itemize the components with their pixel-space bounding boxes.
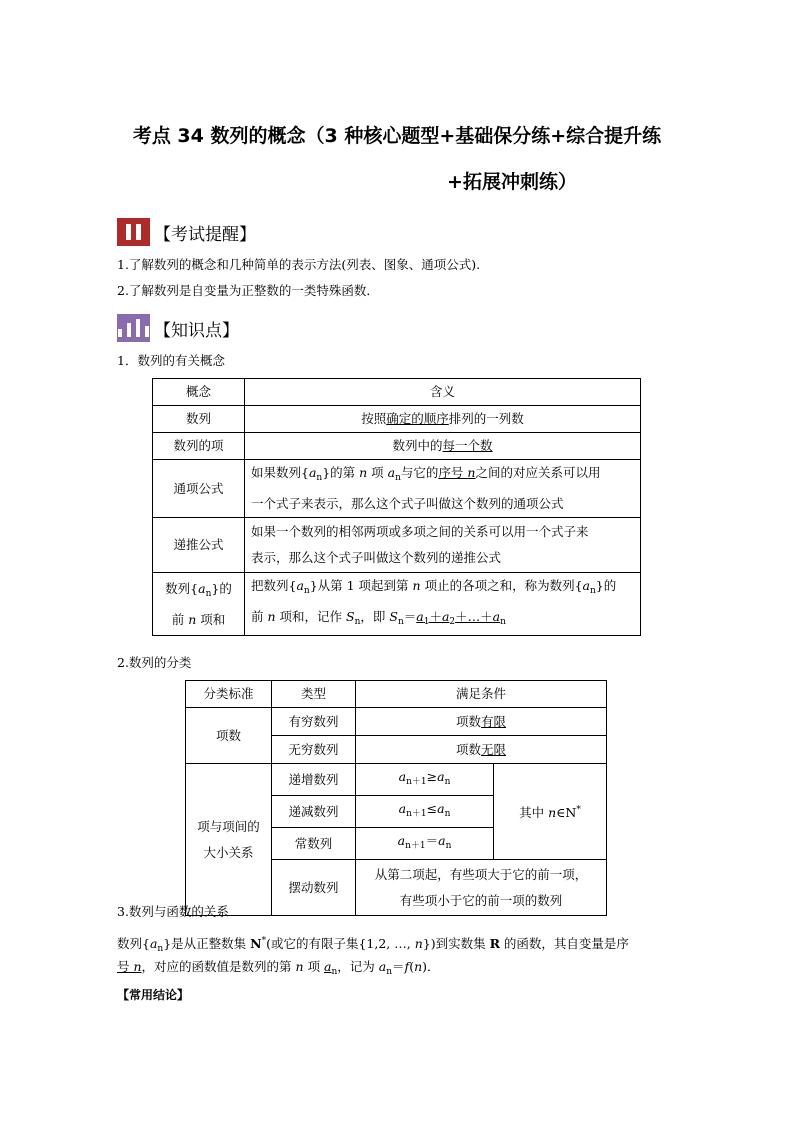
pause-bars-icon — [117, 218, 150, 246]
common-conclusions-heading: 【常用结论】 — [117, 988, 190, 1002]
table-header: 概念 — [153, 379, 245, 406]
reminder-item-1: 1.了解数列的概念和几种简单的表示方法(列表、图象、通项公式). — [117, 257, 481, 272]
title-line-2: +拓展冲刺练） — [447, 171, 577, 193]
table-cell: 其中 n∈N* — [494, 764, 607, 860]
table-cell: $a_{n+1}\ge a_n$ — [356, 764, 494, 796]
table-cell: 数列的项 — [153, 433, 245, 460]
table-cell: 无穷数列 — [272, 736, 356, 764]
table-header: 分类标准 — [186, 681, 272, 708]
table-cell: $a_{n+1}=a_n$ — [356, 828, 494, 860]
table-cell: 按照确定的顺序排列的一列数 — [245, 406, 641, 433]
table-cell: 递减数列 — [272, 796, 356, 828]
table-cell: 常数列 — [272, 828, 356, 860]
table-cell: $a_{n+1}\le a_n$ — [356, 796, 494, 828]
table-cell: 递增数列 — [272, 764, 356, 796]
bar-chart-icon — [117, 314, 150, 342]
exam-reminder-heading: 【考试提醒】 — [154, 224, 256, 245]
table-cell: 数列 — [153, 406, 245, 433]
table-cell: 摆动数列 — [272, 860, 356, 916]
concept-table — [152, 378, 641, 636]
table-row — [153, 460, 641, 518]
table-row — [153, 573, 641, 636]
table-cell: 有穷数列 — [272, 708, 356, 736]
table-row — [153, 433, 641, 460]
table-header: 含义 — [245, 379, 641, 406]
table-row — [153, 379, 641, 406]
table-header: 类型 — [272, 681, 356, 708]
table-cell: 如果一个数列的相邻两项或多项之间的关系可以用一个式子来 表示，那么这个式子叫做这个数列的递推公式 — [245, 518, 641, 573]
table-row — [153, 406, 641, 433]
table-row — [186, 681, 607, 708]
table-row — [186, 708, 607, 736]
subsection-3-title: 3.数列与函数的关系 — [117, 904, 229, 919]
table-row — [186, 764, 607, 796]
knowledge-banner — [117, 314, 239, 342]
function-relation-line-2: 号 n，对应的函数值是数列的第 n 项 $a_n$，记为 $a_n=f(n)$． — [117, 959, 440, 977]
table-cell: 项数无限 — [356, 736, 607, 764]
page-title — [100, 113, 694, 205]
table-cell: 项数 — [186, 708, 272, 764]
title-line-1: 考点 34 数列的概念（3 种核心题型+基础保分练+综合提升练 — [132, 125, 662, 147]
table-cell: 数列$\{a_n\}$的 前 n 项和 — [153, 573, 245, 636]
knowledge-heading: 【知识点】 — [154, 320, 239, 341]
table-cell: 项数有限 — [356, 708, 607, 736]
subsection-2-title: 2.数列的分类 — [117, 655, 192, 670]
table-cell: 如果数列$\{a_n\}$的第 n 项 $a_n$与它的序号 n之间的对应关系可以用 一个式子来表示，那么这个式子叫做这个数列的通项公式 — [245, 460, 641, 518]
table-cell: 把数列$\{a_n\}$从第 1 项起到第 n 项止的各项之和，称为数列$\{a_n\}$的 前 n 项和，记作 $S_n$，即 $S_n=a_1+a_2+\dots+a_n$ — [245, 573, 641, 636]
subsection-1-title: 1．数列的有关概念 — [117, 353, 225, 368]
exam-reminder-banner — [117, 218, 256, 246]
table-cell: 通项公式 — [153, 460, 245, 518]
classification-table — [185, 680, 607, 916]
table-cell: 递推公式 — [153, 518, 245, 573]
table-cell: 从第二项起，有些项大于它的前一项， 有些项小于它的前一项的数列 — [356, 860, 607, 916]
table-cell: 数列中的每一个数 — [245, 433, 641, 460]
table-cell: 项与项间的 大小关系 — [186, 764, 272, 916]
function-relation-line-1: 数列$\{a_n\}$是从正整数集 N*(或它的有限子集{1,2, …, n})到实数集 R 的函数，其自变量是序 — [117, 936, 629, 954]
reminder-item-2: 2.了解数列是自变量为正整数的一类特殊函数． — [117, 283, 379, 298]
table-header: 满足条件 — [356, 681, 607, 708]
table-row — [153, 518, 641, 573]
